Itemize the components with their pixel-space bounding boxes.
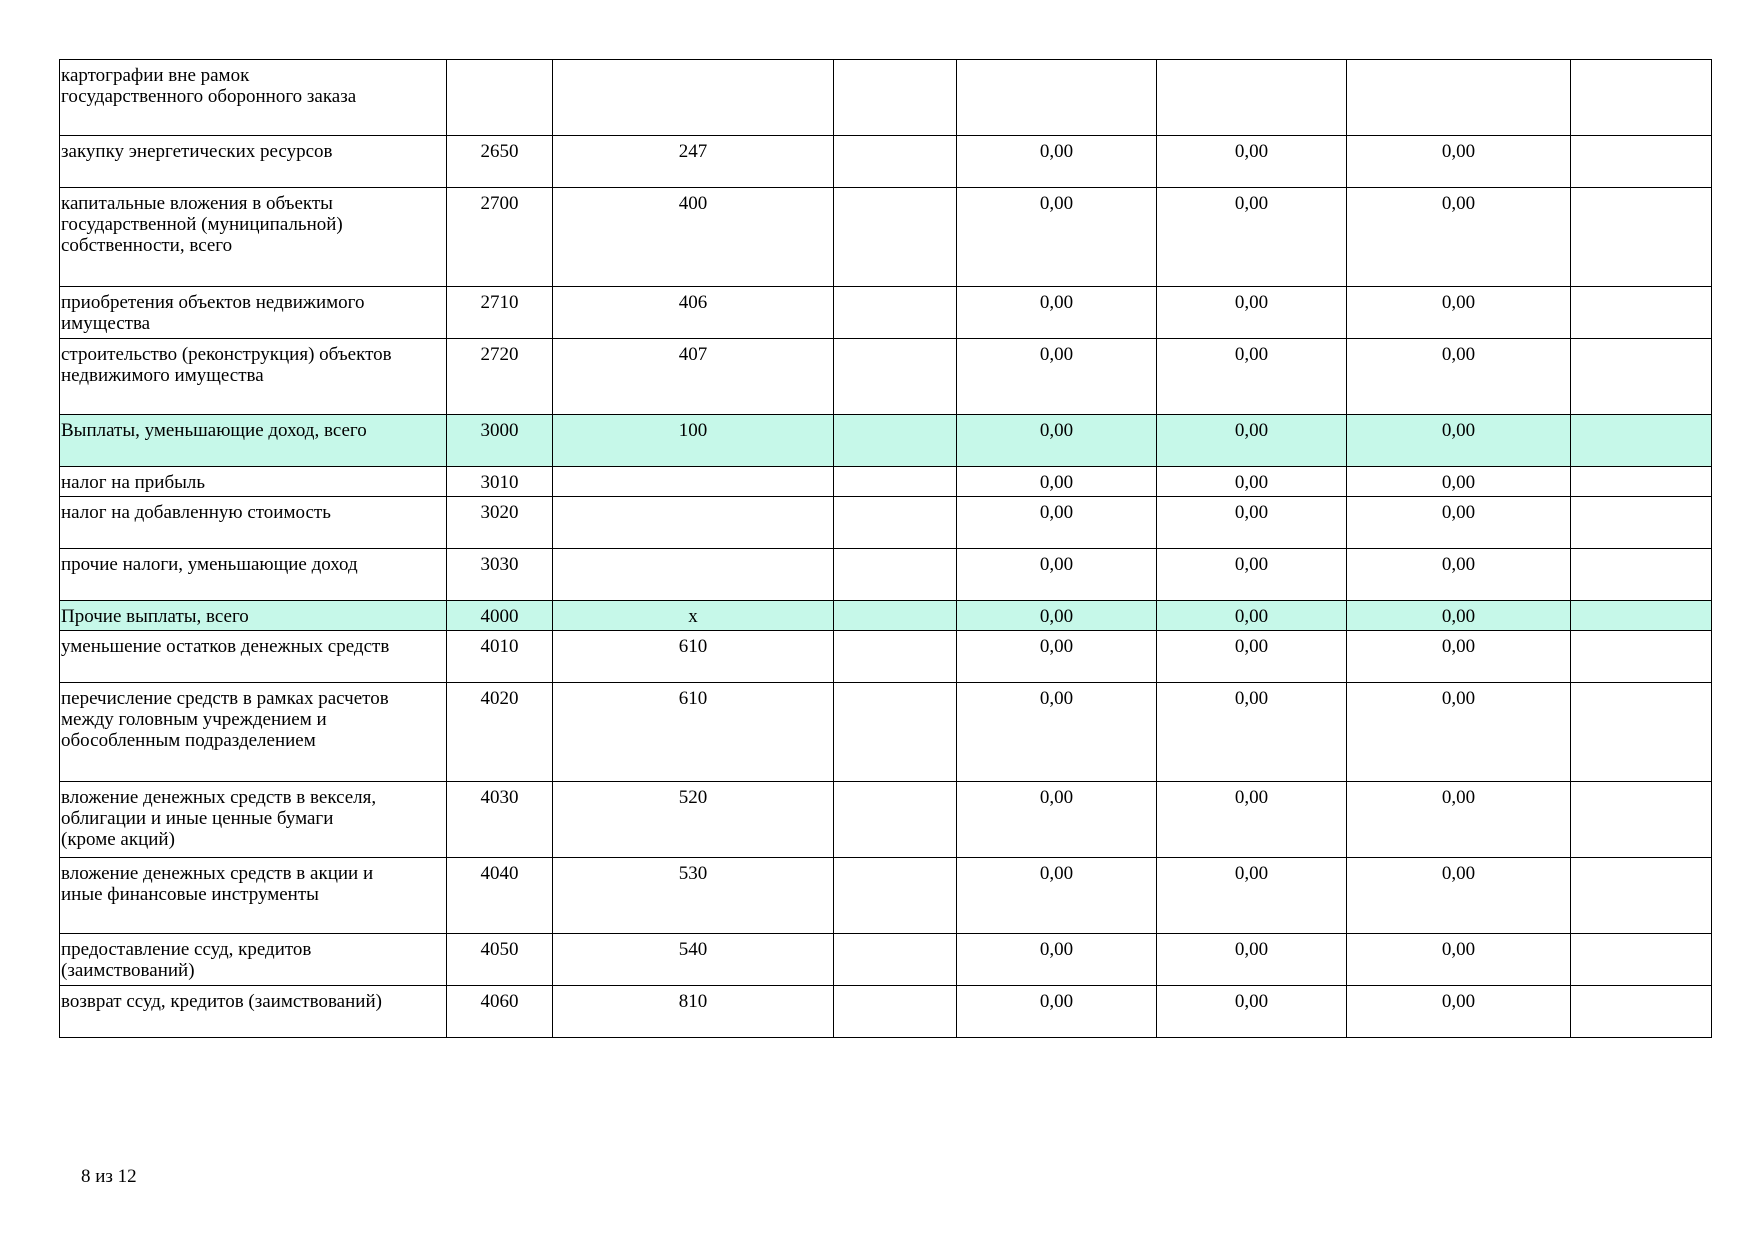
row-col6-cell: 0,00	[1157, 188, 1347, 287]
row-name-cell: возврат ссуд, кредитов (заимствований)	[60, 986, 447, 1038]
row-col7-cell: 0,00	[1347, 467, 1571, 497]
row-code-cell: 4030	[447, 782, 553, 858]
row-kbk-cell: 810	[553, 986, 834, 1038]
row-col4-cell	[834, 415, 957, 467]
row-code-cell: 4050	[447, 934, 553, 986]
row-col6-cell: 0,00	[1157, 986, 1347, 1038]
row-col5-cell: 0,00	[957, 415, 1157, 467]
row-col5-cell: 0,00	[957, 549, 1157, 601]
row-code-cell: 2700	[447, 188, 553, 287]
row-col5-cell: 0,00	[957, 631, 1157, 683]
row-col8-cell	[1571, 601, 1712, 631]
row-col4-cell	[834, 782, 957, 858]
row-col8-cell	[1571, 136, 1712, 188]
row-kbk-cell	[553, 60, 834, 136]
row-col7-cell: 0,00	[1347, 549, 1571, 601]
row-code-cell: 4020	[447, 683, 553, 782]
row-col8-cell	[1571, 60, 1712, 136]
table-row	[60, 497, 1712, 549]
row-col6-cell: 0,00	[1157, 934, 1347, 986]
row-name-cell: прочие налоги, уменьшающие доход	[60, 549, 447, 601]
row-col4-cell	[834, 339, 957, 415]
row-col5-cell	[957, 60, 1157, 136]
table-row	[60, 136, 1712, 188]
row-col5-cell: 0,00	[957, 934, 1157, 986]
row-col8-cell	[1571, 934, 1712, 986]
row-col5-cell: 0,00	[957, 467, 1157, 497]
row-col8-cell	[1571, 782, 1712, 858]
row-kbk-cell: 247	[553, 136, 834, 188]
row-col6-cell	[1157, 60, 1347, 136]
row-name-cell: перечисление средств в рамках расчетов между головным учреждением и обособленным подразделением	[60, 683, 447, 782]
row-col5-cell: 0,00	[957, 683, 1157, 782]
row-col6-cell: 0,00	[1157, 339, 1347, 415]
row-col8-cell	[1571, 858, 1712, 934]
row-code-cell: 3000	[447, 415, 553, 467]
row-name-cell: налог на прибыль	[60, 467, 447, 497]
row-col7-cell: 0,00	[1347, 415, 1571, 467]
row-col5-cell: 0,00	[957, 497, 1157, 549]
row-col7-cell: 0,00	[1347, 934, 1571, 986]
row-col8-cell	[1571, 287, 1712, 339]
row-kbk-cell	[553, 467, 834, 497]
row-col6-cell: 0,00	[1157, 858, 1347, 934]
row-col4-cell	[834, 497, 957, 549]
row-kbk-cell	[553, 497, 834, 549]
row-col7-cell: 0,00	[1347, 339, 1571, 415]
row-col7-cell: 0,00	[1347, 683, 1571, 782]
row-col8-cell	[1571, 631, 1712, 683]
row-name-cell: Выплаты, уменьшающие доход, всего	[60, 415, 447, 467]
row-col8-cell	[1571, 339, 1712, 415]
row-code-cell: 4060	[447, 986, 553, 1038]
row-col4-cell	[834, 601, 957, 631]
row-col5-cell: 0,00	[957, 858, 1157, 934]
row-col7-cell: 0,00	[1347, 782, 1571, 858]
row-kbk-cell: х	[553, 601, 834, 631]
row-col4-cell	[834, 136, 957, 188]
table-row	[60, 415, 1712, 467]
table-row	[60, 986, 1712, 1038]
row-col5-cell: 0,00	[957, 136, 1157, 188]
table-row	[60, 683, 1712, 782]
row-col4-cell	[834, 549, 957, 601]
row-name-cell: вложение денежных средств в векселя, облигации и иные ценные бумаги (кроме акций)	[60, 782, 447, 858]
row-code-cell: 3020	[447, 497, 553, 549]
row-col4-cell	[834, 683, 957, 782]
row-name-cell: картографии вне рамок государственного оборонного заказа	[60, 60, 447, 136]
row-col6-cell: 0,00	[1157, 287, 1347, 339]
row-code-cell: 3010	[447, 467, 553, 497]
row-col4-cell	[834, 986, 957, 1038]
row-kbk-cell: 400	[553, 188, 834, 287]
row-col8-cell	[1571, 986, 1712, 1038]
row-col8-cell	[1571, 549, 1712, 601]
table-row	[60, 339, 1712, 415]
row-kbk-cell	[553, 549, 834, 601]
row-col4-cell	[834, 467, 957, 497]
row-col6-cell: 0,00	[1157, 136, 1347, 188]
table-row	[60, 601, 1712, 631]
row-name-cell: предоставление ссуд, кредитов (заимствований)	[60, 934, 447, 986]
row-col7-cell: 0,00	[1347, 287, 1571, 339]
row-name-cell: строительство (реконструкция) объектов недвижимого имущества	[60, 339, 447, 415]
row-col7-cell: 0,00	[1347, 986, 1571, 1038]
row-code-cell: 4000	[447, 601, 553, 631]
row-name-cell: вложение денежных средств в акции и иные финансовые инструменты	[60, 858, 447, 934]
table-row	[60, 782, 1712, 858]
row-code-cell: 4040	[447, 858, 553, 934]
row-col7-cell	[1347, 60, 1571, 136]
row-col5-cell: 0,00	[957, 287, 1157, 339]
row-col5-cell: 0,00	[957, 601, 1157, 631]
row-col7-cell: 0,00	[1347, 188, 1571, 287]
table-row	[60, 934, 1712, 986]
table-row	[60, 188, 1712, 287]
row-col6-cell: 0,00	[1157, 549, 1347, 601]
row-col8-cell	[1571, 497, 1712, 549]
row-col6-cell: 0,00	[1157, 631, 1347, 683]
row-col6-cell: 0,00	[1157, 415, 1347, 467]
row-col5-cell: 0,00	[957, 188, 1157, 287]
row-col8-cell	[1571, 467, 1712, 497]
row-col8-cell	[1571, 188, 1712, 287]
row-kbk-cell: 610	[553, 631, 834, 683]
row-col6-cell: 0,00	[1157, 601, 1347, 631]
row-col4-cell	[834, 60, 957, 136]
row-col8-cell	[1571, 683, 1712, 782]
row-kbk-cell: 540	[553, 934, 834, 986]
row-name-cell: уменьшение остатков денежных средств	[60, 631, 447, 683]
row-name-cell: закупку энергетических ресурсов	[60, 136, 447, 188]
row-col4-cell	[834, 631, 957, 683]
row-code-cell: 2650	[447, 136, 553, 188]
row-kbk-cell: 530	[553, 858, 834, 934]
row-col7-cell: 0,00	[1347, 858, 1571, 934]
row-col4-cell	[834, 858, 957, 934]
row-col7-cell: 0,00	[1347, 601, 1571, 631]
row-col6-cell: 0,00	[1157, 782, 1347, 858]
row-col8-cell	[1571, 415, 1712, 467]
table-row	[60, 60, 1712, 136]
row-col5-cell: 0,00	[957, 339, 1157, 415]
row-name-cell: налог на добавленную стоимость	[60, 497, 447, 549]
row-col7-cell: 0,00	[1347, 631, 1571, 683]
row-col7-cell: 0,00	[1347, 136, 1571, 188]
row-col6-cell: 0,00	[1157, 683, 1347, 782]
row-col4-cell	[834, 188, 957, 287]
row-name-cell: капитальные вложения в объекты государственной (муниципальной) собственности, всего	[60, 188, 447, 287]
row-code-cell: 4010	[447, 631, 553, 683]
row-col7-cell: 0,00	[1347, 497, 1571, 549]
row-col6-cell: 0,00	[1157, 467, 1347, 497]
row-kbk-cell: 406	[553, 287, 834, 339]
table-row	[60, 467, 1712, 497]
row-code-cell: 3030	[447, 549, 553, 601]
row-col4-cell	[834, 287, 957, 339]
row-kbk-cell: 100	[553, 415, 834, 467]
row-kbk-cell: 520	[553, 782, 834, 858]
row-name-cell: приобретения объектов недвижимого имущества	[60, 287, 447, 339]
row-col5-cell: 0,00	[957, 986, 1157, 1038]
table-row	[60, 631, 1712, 683]
row-code-cell	[447, 60, 553, 136]
row-col5-cell: 0,00	[957, 782, 1157, 858]
row-code-cell: 2710	[447, 287, 553, 339]
plan-table	[59, 59, 1712, 1038]
table-row	[60, 858, 1712, 934]
row-col4-cell	[834, 934, 957, 986]
table-row	[60, 287, 1712, 339]
row-kbk-cell: 610	[553, 683, 834, 782]
page-number: 8 из 12	[81, 1166, 137, 1187]
row-name-cell: Прочие выплаты, всего	[60, 601, 447, 631]
row-col6-cell: 0,00	[1157, 497, 1347, 549]
row-kbk-cell: 407	[553, 339, 834, 415]
table-row	[60, 549, 1712, 601]
row-code-cell: 2720	[447, 339, 553, 415]
